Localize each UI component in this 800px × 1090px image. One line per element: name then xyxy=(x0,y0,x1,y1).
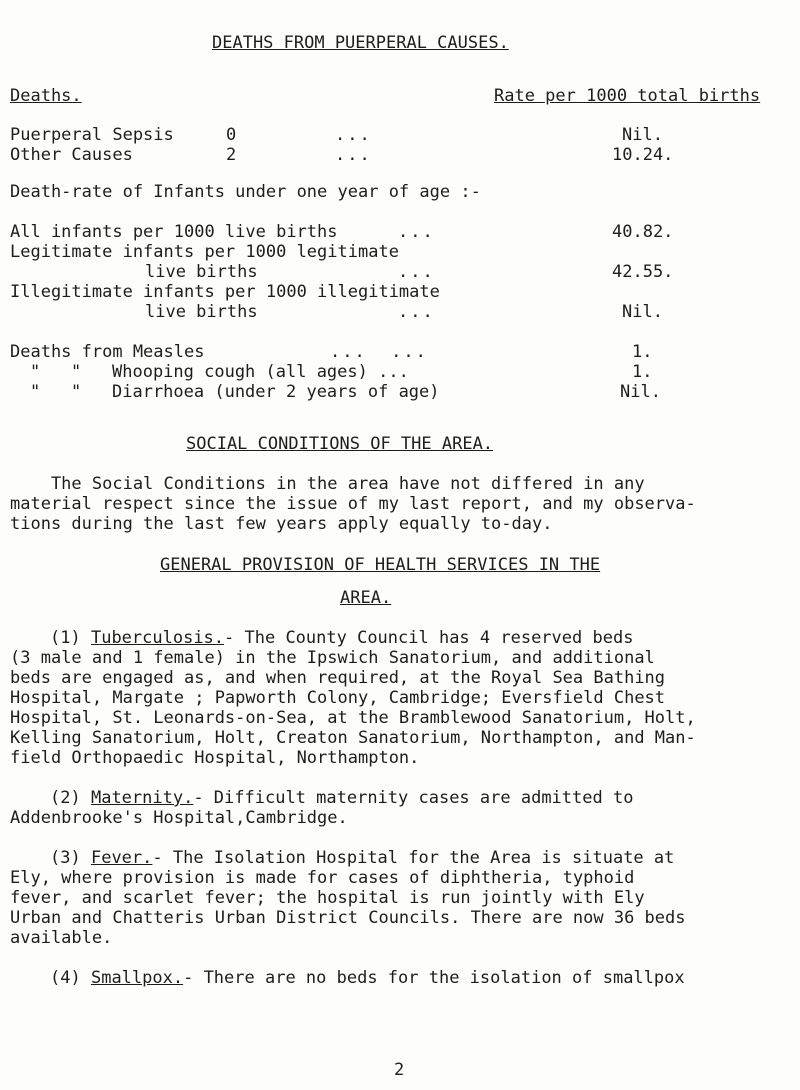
fever-line-5: available. xyxy=(10,928,113,948)
tb-line-3: beds are engaged as, and when required, at the Royal Sea Bathing xyxy=(10,668,666,688)
general-heading-1: GENERAL PROVISION OF HEALTH SERVICES IN THE xyxy=(160,555,601,575)
fever-line-4: Urban and Chatteris Urban District Councils. There are now 36 beds xyxy=(10,908,686,928)
other-causes-dots: ... xyxy=(335,145,372,165)
measles-label: Deaths from Measles xyxy=(10,342,205,362)
tb-line-7: field Orthopaedic Hospital, Northampton. xyxy=(10,748,420,768)
other-causes-label: Other Causes xyxy=(10,145,133,165)
rate-header: Rate per 1000 total births xyxy=(494,86,761,106)
deaths-header: Deaths. xyxy=(10,86,82,106)
maternity-rest: - Difficult maternity cases are admitted to xyxy=(193,788,634,808)
tb-line-2: (3 male and 1 female) in the Ipswich Sanatorium, and additional xyxy=(10,648,655,668)
smallpox-rest: - There are no beds for the isolation of smallpox xyxy=(183,968,685,988)
legit-value: 42.55. xyxy=(612,262,674,282)
whooping-label: Whooping cough (all ages) ... xyxy=(112,362,409,382)
puerperal-sepsis-count: 0 xyxy=(226,125,237,145)
page-number: 2 xyxy=(394,1060,405,1080)
puerperal-sepsis-dots: ... xyxy=(335,125,372,145)
illegit-dots: ... xyxy=(398,302,435,322)
diarrhoea-label: Diarrhoea (under 2 years of age) xyxy=(112,382,440,402)
diarrhoea-ditto: " " xyxy=(30,382,82,402)
other-causes-count: 2 xyxy=(226,145,237,165)
fever-line-1: - The Isolation Hospital for the Area is situate at xyxy=(152,848,675,868)
tb-line-1: - The County Council has 4 reserved beds xyxy=(224,628,634,648)
other-causes-rate: 10.24. xyxy=(612,145,674,165)
maternity-line-2: Addenbrooke's Hospital,Cambridge. xyxy=(10,808,348,828)
tb-number: (1) xyxy=(50,628,81,648)
social-line-3: tions during the last few years apply equally to-day. xyxy=(10,514,553,534)
illegit-label-1: Illegitimate infants per 1000 illegitimate xyxy=(10,282,440,302)
smallpox-paragraph xyxy=(50,968,685,988)
tb-line-6: Kelling Sanatorium, Holt, Creaton Sanatorium, Northampton, and Man- xyxy=(10,728,696,748)
whooping-value: 1. xyxy=(632,362,653,382)
tb-line-4: Hospital, Margate ; Papworth Colony, Cambridge; Eversfield Chest xyxy=(10,688,666,708)
illegit-value: Nil. xyxy=(622,302,663,322)
diarrhoea-value: Nil. xyxy=(620,382,661,402)
fever-line-2: Ely, where provision is made for cases of diphtheria, typhoid xyxy=(10,868,635,888)
legit-label-1: Legitimate infants per 1000 legitimate xyxy=(10,242,399,262)
fever-line-3: fever, and scarlet fever; the hospital is run jointly with Ely xyxy=(10,888,645,908)
social-line-2: material respect since the issue of my last report, and my observa- xyxy=(10,494,696,514)
social-line-1: The Social Conditions in the area have not differed in any xyxy=(10,474,645,494)
whooping-ditto: " " xyxy=(30,362,82,382)
fever-number: (3) xyxy=(50,848,81,868)
measles-dots: ... ... xyxy=(330,342,428,362)
maternity-paragraph xyxy=(50,788,633,808)
measles-value: 1. xyxy=(632,342,653,362)
smallpox-number: (4) xyxy=(50,968,81,988)
puerperal-sepsis-rate: Nil. xyxy=(622,125,663,145)
general-heading-2: AREA. xyxy=(340,588,392,608)
tb-paragraph xyxy=(50,628,633,648)
legit-label-2: live births xyxy=(145,262,258,282)
all-infants-value: 40.82. xyxy=(612,222,674,242)
puerperal-sepsis-label: Puerperal Sepsis xyxy=(10,125,174,145)
all-infants-label: All infants per 1000 live births xyxy=(10,222,338,242)
tb-line-5: Hospital, St. Leonards-on-Sea, at the Bramblewood Sanatorium, Holt, xyxy=(10,708,696,728)
fever-paragraph xyxy=(50,848,674,868)
infant-heading: Death-rate of Infants under one year of age :- xyxy=(10,182,481,202)
social-heading: SOCIAL CONDITIONS OF THE AREA. xyxy=(186,434,494,454)
legit-dots: ... xyxy=(398,262,435,282)
illegit-label-2: live births xyxy=(145,302,258,322)
tb-title: Tuberculosis. xyxy=(90,628,225,648)
maternity-title: Maternity. xyxy=(90,788,194,808)
page-title: DEATHS FROM PUERPERAL CAUSES. xyxy=(212,33,509,53)
all-infants-dots: ... xyxy=(398,222,435,242)
smallpox-title: Smallpox. xyxy=(90,968,184,988)
fever-title: Fever. xyxy=(90,848,153,868)
maternity-number: (2) xyxy=(50,788,81,808)
